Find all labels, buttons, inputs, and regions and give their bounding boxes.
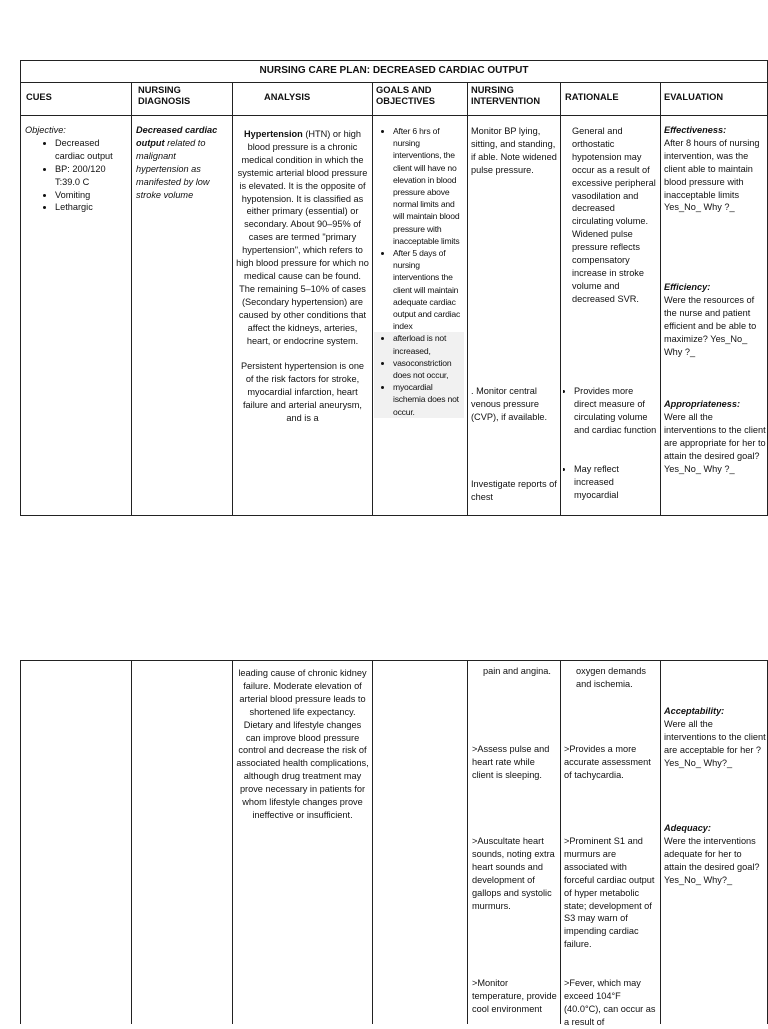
appropriateness-text: Were all the interventions to the client are appropriate for her to attain the desired goal? Yes_No_ Why ?_ [664,411,766,474]
header-nursing-diagnosis: NURSING DIAGNOSIS [138,85,191,106]
intervention-3-text: Investigate reports of chest [471,479,557,502]
appropriateness-label: Appropriateness: [664,399,741,409]
acceptability-text: Were all the interventions to the client are acceptable for her ? Yes_No_ Why?_ [664,718,766,768]
adequacy-text: Were the interventions adequate for her to attain the desired goal? Yes_No_ Why?_ [664,835,760,885]
rationale-2 [563,385,657,437]
rationale-3-text: • May reflect increased myocardial [574,463,657,502]
evaluation-acceptability [664,705,766,770]
analysis-continued: leading cause of chronic kidney failure. Moderate elevation of arterial blood pressure leads to shortened life expectancy. Dietary and lifestyle changes can improve blood pressure control and decrease the risk of associated health complications, although drug treatment may prove necessary in patients for whom lifestyle changes prove ineffective or insufficient. [236,668,369,820]
diagnosis-text: related to malignant hypertension as manifested by low stroke volume [136,137,210,200]
cues-cell [25,124,129,214]
goals-cell [374,125,464,513]
analysis-cell [236,128,369,513]
cue-item: • BP: 200/120 T:39.0 C [55,163,129,189]
rationale-2-text: • Provides more direct measure of circulating volume and cardiac function [574,385,657,437]
rationale-1 [563,125,657,306]
evaluation-adequacy [664,822,766,887]
rationale-continued-4: >Fever, which may exceed 104°F (40.0°C), can occur as a result of [564,978,656,1027]
evaluation-efficiency [664,281,766,358]
intervention-1 [471,125,557,177]
cue-item: • Decreased cardiac output [55,137,129,163]
efficiency-text: Were the resources of the nurse and patient efficient and be able to maximize? Yes_No_ Why ?_ [664,294,757,357]
goal-item: • After 6 hrs of nursing interventions, the client will have no elevation in blood pressure above normal limits and will maintain blood pressure with inacceptable limits [393,125,464,247]
goal-sub-item: • afterload is not increased, [393,332,464,356]
cue-item: • Vomiting [55,189,129,202]
intervention-1-text: Monitor BP lying, sitting, and standing, if able. Note widened pulse pressure. [471,126,557,175]
table-title: NURSING CARE PLAN: DECREASED CARDIAC OUTPUT [259,65,529,76]
care-plan-table-page-1 [20,60,768,516]
intervention-continued-1: pain and angina. [483,666,551,676]
analysis-term: Hypertension [244,129,303,139]
goal-sub-item: • vasoconstriction does not occur, [393,357,464,381]
intervention-3 [471,478,557,504]
efficiency-label: Efficiency: [664,282,711,292]
intervention-2-text: . Monitor central venous pressure (CVP), if available. [471,386,548,422]
intervention-2 [471,385,557,424]
rationale-continued-3: >Prominent S1 and murmurs are associated with forceful cardiac output of hyper metabolic state; development of S3 may warn of impending cardiac failure. [564,836,655,950]
evaluation-appropriateness [664,398,766,475]
rationale-continued-2: >Provides a more accurate assessment of tachycardia. [564,744,651,780]
goal-sub-item: • myocardial ischemia does not occur. [393,381,464,418]
analysis-paragraph-1: (HTN) or high blood pressure is a chronic medical condition in which the systemic arterial blood pressure is elevated. It is the opposite of hypotension. It is classified as either primary (essential) or secondary. About 90–95% of cases are termed "primary hypertension", which refers to high blood pressure for which no medical cause can be found. The remaining 5–10% of cases (Secondary hypertension) are caused by other conditions that affect the kidneys, arteries, heart, or endocrine system. [236,129,369,346]
diagnosis-lead: Decreased cardiac output [136,125,218,148]
care-plan-table-page-2 [20,660,768,1027]
intervention-continued-3: >Auscultate heart sounds, noting extra heart sounds and development of gallops and systolic murmurs. [472,836,555,911]
cues-label: Objective: [25,125,66,135]
effectiveness-label: Effectiveness: [664,125,727,135]
header-rationale: RATIONALE [565,92,619,102]
intervention-continued-4: >Monitor temperature, provide cool environment [472,978,557,1014]
header-cues: CUES [26,92,52,102]
header-evaluation: EVALUATION [664,92,724,102]
header-goals: GOALS AND OBJECTIVES [376,85,435,106]
rationale-continued-1: oxygen demands and ischemia. [576,666,646,689]
header-analysis: ANALYSIS [264,92,311,102]
analysis-paragraph-2: Persistent hypertension is one of the risk factors for stroke, myocardial infarction, heart failure and arterial aneurysm, and is a [240,361,365,424]
acceptability-label: Acceptability: [664,706,725,716]
adequacy-label: Adequacy: [664,823,711,833]
cue-item: • Lethargic [55,201,129,214]
goal-item: • After 5 days of nursing interventions the client will maintain adequate cardiac output and cardiac index [393,247,464,332]
rationale-3 [563,463,657,502]
diagnosis-cell [136,124,228,201]
evaluation-effectiveness [664,124,766,214]
header-nursing-intervention: NURSING INTERVENTION [471,85,541,106]
intervention-continued-2: >Assess pulse and heart rate while client is sleeping. [472,744,550,780]
effectiveness-text: After 8 hours of nursing intervention, was the client able to maintain blood pressure with inacceptable limits Yes_No_ Why ?_ [664,137,760,213]
rationale-1-text: • General and orthostatic hypotension may occur as a result of excessive peripheral vasodilation and decreased circulating volume. Widened pulse pressure reflects compensatory increase in stroke volume and decreased SVR. [572,125,657,306]
